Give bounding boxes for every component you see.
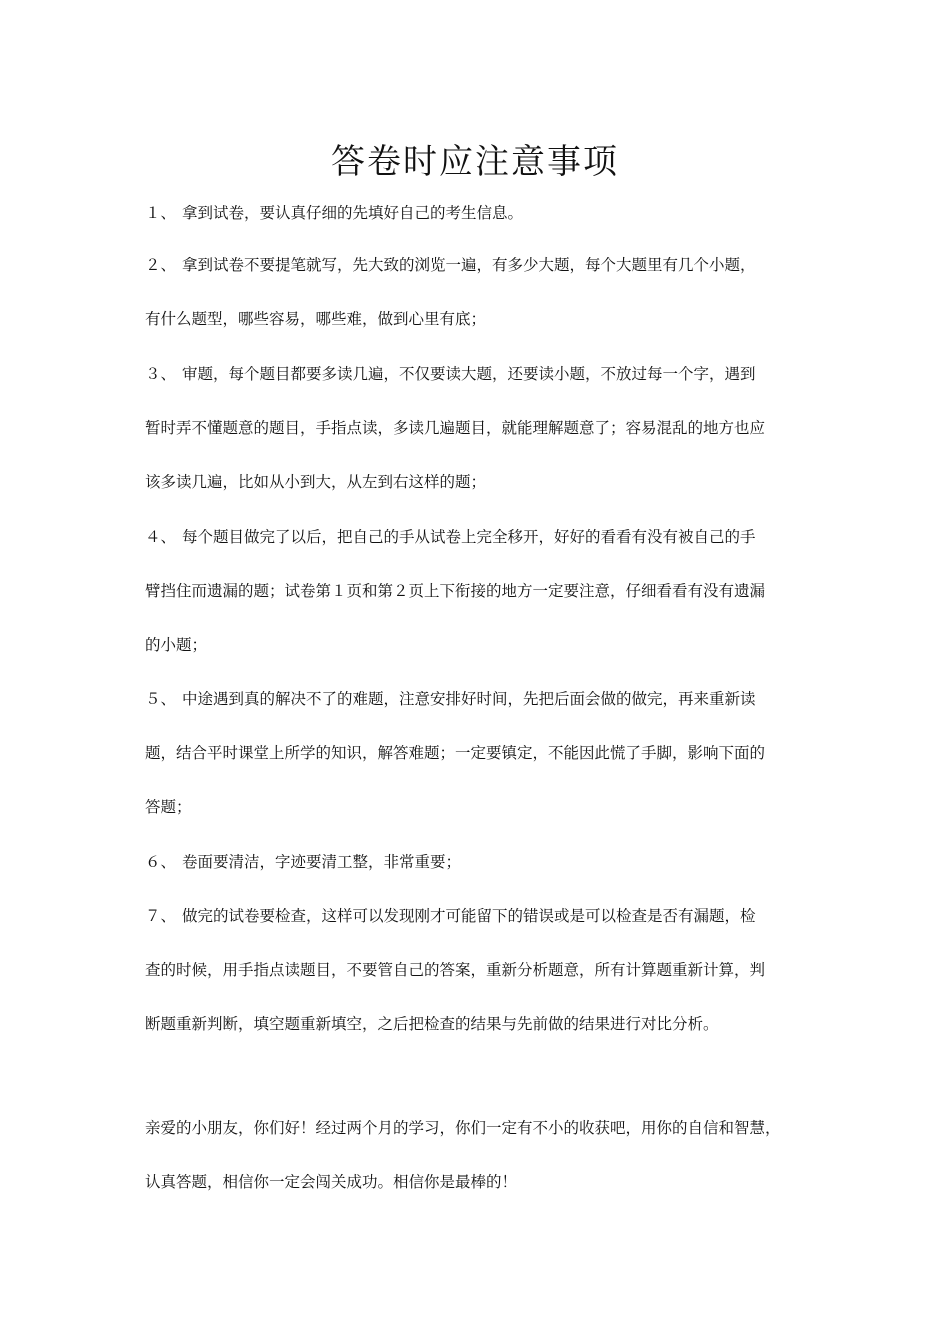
page-title: 答卷时应注意事项 (331, 142, 619, 182)
list-item-line: 答题； (145, 798, 192, 816)
list-item-2 (145, 252, 810, 333)
item-number: １、 (145, 204, 177, 222)
list-item-line: 暂时弄不懂题意的题目，手指点读，多读几遍题目，就能理解题意了；容易混乱的地方也应 (145, 419, 766, 437)
list-item-line (145, 903, 810, 957)
item-text: 拿到试卷不要提笔就写，先大致的浏览一遍，有多少大题，每个大题里有几个小题， (182, 256, 756, 274)
item-text: 每个题目做完了以后，把自己的手从试卷上完全移开，好好的看看有没有被自己的手 (182, 528, 756, 546)
item-number: ４、 (145, 528, 177, 546)
list-item-line: 该多读几遍，比如从小到大，从左到右这样的题； (145, 473, 487, 491)
item-number: ２、 (145, 256, 177, 274)
list-item-6 (145, 849, 810, 876)
list-item-line (145, 686, 810, 740)
list-item-line: 臂挡住而遗漏的题；试卷第１页和第２页上下衔接的地方一定要注意，仔细看看有没有遗漏 (145, 582, 766, 600)
list-item-3 (145, 361, 810, 496)
item-number: ７、 (145, 907, 177, 925)
list-item-5 (145, 686, 810, 821)
item-text: 做完的试卷要检查，这样可以发现刚才可能留下的错误或是可以检查是否有漏题，检 (182, 907, 756, 925)
list-item-line: 有什么题型，哪些容易，哪些难，做到心里有底； (145, 310, 487, 328)
closing-line: 认真答题，相信你一定会闯关成功。相信你是最棒的！ (145, 1173, 518, 1191)
list-item-line (145, 361, 810, 415)
closing-paragraph (145, 1115, 810, 1196)
list-item-7 (145, 903, 810, 1038)
list-item-1 (145, 200, 810, 227)
list-item-line: 断题重新判断，填空题重新填空，之后把检查的结果与先前做的结果进行对比分析。 (145, 1015, 719, 1033)
item-number: ５、 (145, 690, 177, 708)
list-item-line: 查的时候，用手指点读题目，不要管自己的答案，重新分析题意，所有计算题重新计算，判 (145, 961, 766, 979)
item-text: 卷面要清洁，字迹要清工整，非常重要； (182, 853, 462, 871)
list-item-line (145, 200, 810, 227)
item-text: 中途遇到真的解决不了的难题，注意安排好时间，先把后面会做的做完，再来重新读 (182, 690, 756, 708)
list-item-line (145, 252, 810, 306)
list-item-4 (145, 524, 810, 659)
closing-line: 亲爱的小朋友，你们好！经过两个月的学习，你们一定有不小的收获吧，用你的自信和智慧， (145, 1119, 781, 1137)
list-item-line: 题，结合平时课堂上所学的知识，解答难题；一定要镇定，不能因此慌了手脚，影响下面的 (145, 744, 766, 762)
item-number: ６、 (145, 853, 177, 871)
item-text: 审题，每个题目都要多读几遍，不仅要读大题，还要读小题，不放过每一个字，遇到 (182, 365, 756, 383)
list-item-line: 的小题； (145, 636, 208, 654)
item-number: ３、 (145, 365, 177, 383)
list-item-line (145, 849, 810, 876)
item-text: 拿到试卷，要认真仔细的先填好自己的考生信息。 (182, 204, 524, 222)
list-item-line (145, 524, 810, 578)
